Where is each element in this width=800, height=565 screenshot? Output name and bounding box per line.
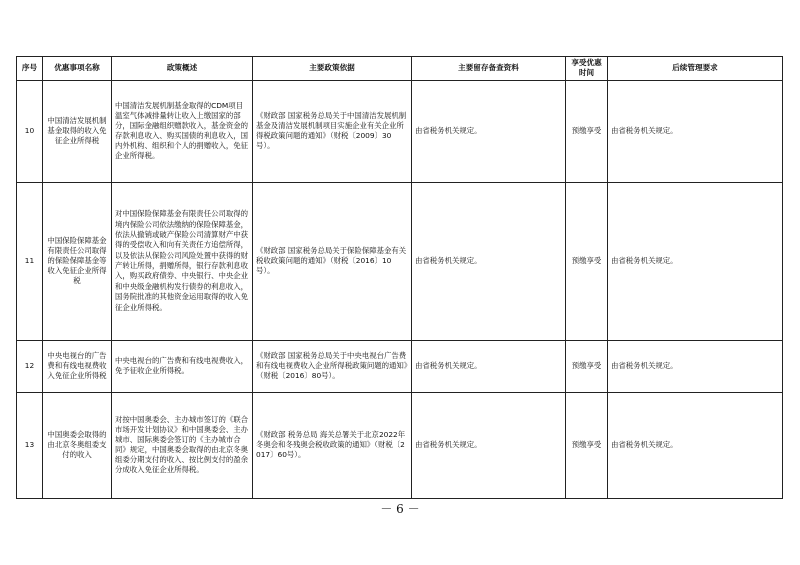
row-summary: 对中国保险保障基金有限责任公司取得的境内保险公司依法缴纳的保险保障基金，依法从撤销或破产保险公司清算财产中获得的受偿收入和向有关责任方追偿所得，以及依法从保险公司风险处置中获得的财产转让所得，捐赠所得，银行存款利息收入，购买政府债券、中央银行、中央企业和中央级金融机构发行债券的利息收入，国务院批准的其他资金运用取得的收入免征企业所得税。 bbox=[112, 182, 253, 340]
row-basis: 《财政部 国家税务总局关于保险保障基金有关税收政策问题的通知》（财税〔2016〕10号）。 bbox=[253, 182, 412, 340]
row-item: 中国奥委会取得的由北京冬奥组委支付的收入 bbox=[43, 392, 112, 498]
row-followup: 由省税务机关规定。 bbox=[608, 182, 783, 340]
row-index: 11 bbox=[17, 182, 43, 340]
row-summary: 对按中国奥委会、主办城市签订的《联合市场开发计划协议》和中国奥委会、主办城市、国际奥委会签订的《主办城市合同》规定，中国奥委会取得的由北京冬奥组委分期支付的收入、按比例支付的盈余分成收入免征企业所得税。 bbox=[112, 392, 253, 498]
header-row bbox=[17, 57, 783, 81]
table-row bbox=[17, 340, 783, 392]
row-materials: 由省税务机关规定。 bbox=[412, 80, 566, 182]
row-followup: 由省税务机关规定。 bbox=[608, 392, 783, 498]
row-materials: 由省税务机关规定。 bbox=[412, 182, 566, 340]
header-index: 序号 bbox=[17, 57, 43, 81]
tax-preference-table bbox=[16, 56, 783, 499]
row-basis: 《财政部 国家税务总局关于中央电视台广告费和有线电视费收入企业所得税政策问题的通知》（财税〔2016〕80号）。 bbox=[253, 340, 412, 392]
row-basis: 《财政部 国家税务总局关于中国清洁发展机制基金及清洁发展机制项目实施企业有关企业所得税政策问题的通知》（财税〔2009〕30号）。 bbox=[253, 80, 412, 182]
row-materials: 由省税务机关规定。 bbox=[412, 340, 566, 392]
table-row bbox=[17, 182, 783, 340]
header-followup: 后续管理要求 bbox=[608, 57, 783, 81]
row-index: 13 bbox=[17, 392, 43, 498]
row-basis: 《财政部 税务总局 海关总署关于北京2022年冬奥会和冬残奥会税收政策的通知》（财税〔2017〕60号）。 bbox=[253, 392, 412, 498]
row-item: 中国清洁发展机制基金取得的收入免征企业所得税 bbox=[43, 80, 112, 182]
table-header bbox=[17, 57, 783, 81]
header-period: 享受优惠时间 bbox=[566, 57, 608, 81]
row-summary: 中央电视台的广告费和有线电视费收入，免予征收企业所得税。 bbox=[112, 340, 253, 392]
row-period: 预缴享受 bbox=[566, 182, 608, 340]
row-summary: 中国清洁发展机制基金取得的CDM项目温室气体减排量转让收入上缴国家的部分，国际金融组织赠款收入，基金资金的存款利息收入、购买国债的利息收入，国内外机构、组织和个人的捐赠收入，免征企业所得税。 bbox=[112, 80, 253, 182]
row-index: 12 bbox=[17, 340, 43, 392]
row-period: 预缴享受 bbox=[566, 80, 608, 182]
row-followup: 由省税务机关规定。 bbox=[608, 80, 783, 182]
row-item: 中国保险保障基金有限责任公司取得的保险保障基金等收入免征企业所得税 bbox=[43, 182, 112, 340]
header-materials: 主要留存备查资料 bbox=[412, 57, 566, 81]
row-period: 预缴享受 bbox=[566, 392, 608, 498]
row-followup: 由省税务机关规定。 bbox=[608, 340, 783, 392]
row-materials: 由省税务机关规定。 bbox=[412, 392, 566, 498]
header-summary: 政策概述 bbox=[112, 57, 253, 81]
page-number: － 6 － bbox=[380, 502, 420, 516]
row-item: 中央电视台的广告费和有线电视费收入免征企业所得税 bbox=[43, 340, 112, 392]
row-index: 10 bbox=[17, 80, 43, 182]
header-basis: 主要政策依据 bbox=[253, 57, 412, 81]
table-row bbox=[17, 392, 783, 498]
table-row bbox=[17, 80, 783, 182]
header-item: 优惠事项名称 bbox=[43, 57, 112, 81]
row-period: 预缴享受 bbox=[566, 340, 608, 392]
